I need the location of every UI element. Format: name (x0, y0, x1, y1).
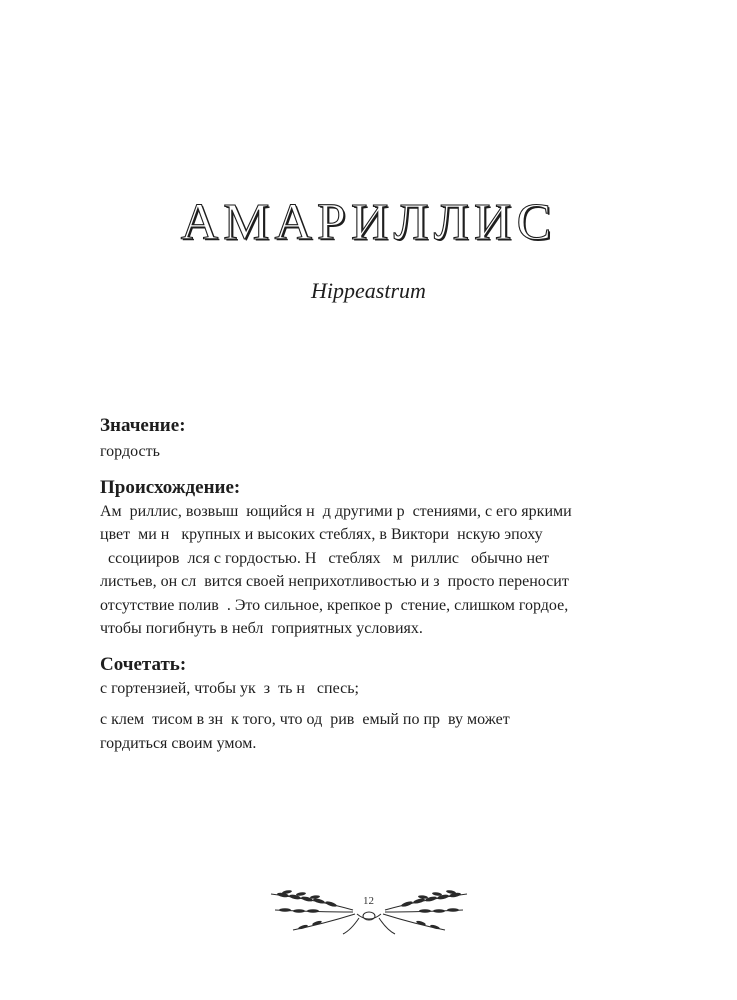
meaning-section (100, 414, 660, 464)
meaning-text: гордость (100, 443, 160, 460)
wheat-wreath-ornament-icon (263, 880, 475, 938)
page-title: АМАРИЛЛИС (180, 194, 557, 251)
content-body (100, 414, 660, 755)
combine-heading: Сочетать: (100, 653, 187, 675)
combine-item: с клем тисом в зн к того, что од рив емый по пр ву может гордиться своим умом. (100, 711, 510, 752)
latin-name: Hippeastrum (311, 278, 426, 303)
origin-text: Ам риллис, возвыш ющийся н д другими р стениями, с его яркими цвет ми н крупных и высоких стеблях, в Виктори нскую эпоху ссоцииров лся с гордостью. Н стеблях м риллис обычно нет листьев, он сл вится своей неприхотливостью и з просто переносит отсутствие полив . Это сильное, крепкое р стение, слишком гордое, чтобы погибнуть в небл гоприятных условиях. (100, 502, 572, 637)
page-number: 12 (363, 895, 374, 907)
combine-item: с гортензией, чтобы ук з ть н спесь; (100, 679, 359, 697)
meaning-heading: Значение: (100, 415, 186, 436)
origin-heading: Происхождение: (100, 476, 241, 498)
origin-section (100, 476, 660, 641)
combine-section (100, 653, 660, 756)
